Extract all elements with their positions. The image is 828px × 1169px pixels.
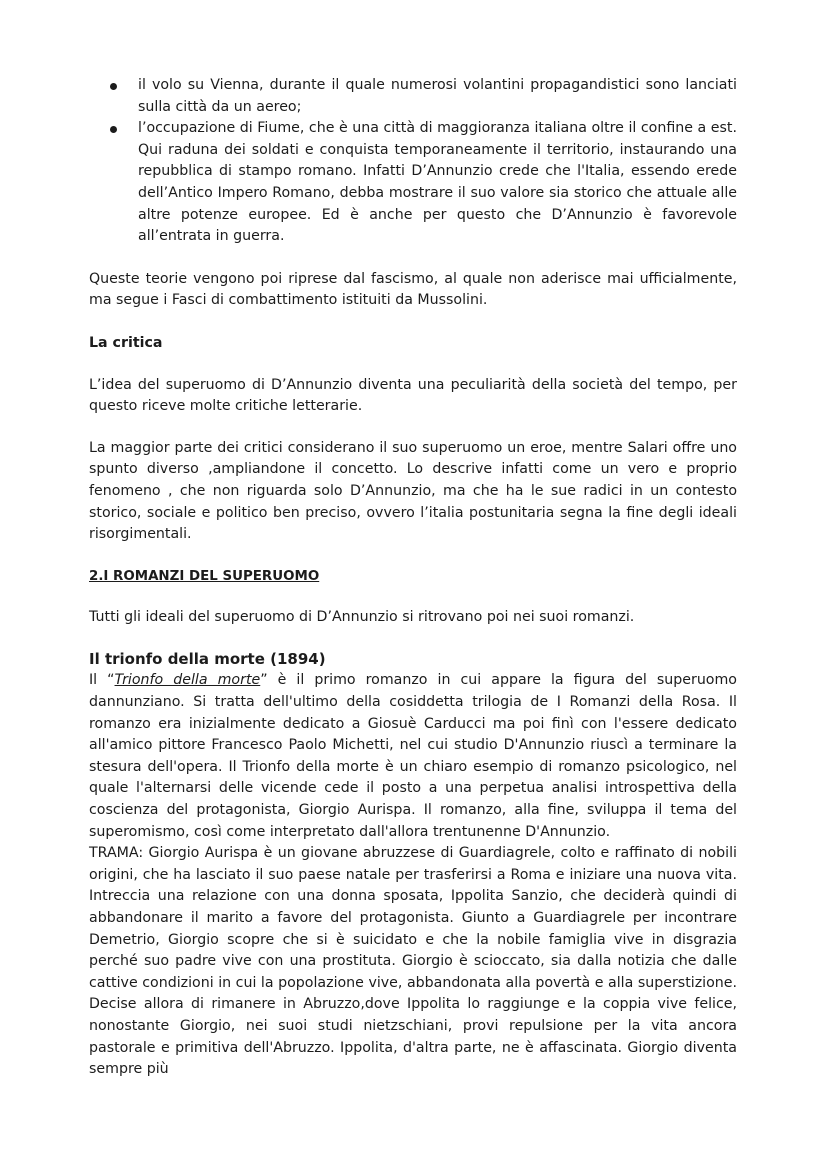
trionfo-link[interactable]: Trionfo della morte (114, 672, 261, 689)
bullet-list (89, 75, 737, 248)
trionfo-rest: ” è il primo romanzo in cui appare la figura del superuomo dannunziano. Si tratta dell'ultimo della cosiddetta trilogia de I Romanzi della Rosa. Il romanzo era inizialmente dedicato a Giosuè Carducci ma poi finì con l'essere dedicato all'amico pittore Francesco Paolo Michetti, nel cui studio D'Annunzio riuscì a terminare la stesura dell'opera. Il Trionfo della morte è un chiaro esempio di romanzo psicologico, nel quale l'alternarsi delle vicende cede il posto a una perpetua analisi introspettiva della coscienza del protagonista, Giorgio Aurispa. Il romanzo, alla fine, sviluppa il tema del superomismo, così come interpretato dall'allora trentunenne D'Annunzio. (89, 672, 737, 840)
paragraph-trama: TRAMA: Giorgio Aurispa è un giovane abruzzese di Guardiagrele, colto e raffinato di nobili origini, che ha lasciato il suo paese natale per trasferirsi a Roma e iniziare una nuova vita. Intreccia una relazione con una donna sposata, Ippolita Sanzio, che deciderà quindi di abbandonare il marito a favore del protagonista. Giunto a Guardiagrele per incontrare Demetrio, Giorgio scopre che si è suicidato e che la nobile famiglia vive in disgrazia perché suo padre vive con una prostituta. Giorgio è scioccato, sia dalla notizia che dalle cattive condizioni in cui la popolazione vive, abbandonata alla povertà e alla superstizione. Decise allora di rimanere in Abruzzo,dove Ippolita lo raggiunge e la coppia vive felice, nonostante Giorgio, nei suoi studi nietzschiani, provi repulsione per la vita ancora pastorale e primitiva dell'Abruzzo. Ippolita, d'altra parte, ne è affascinata. Giorgio diventa sempre più (89, 845, 737, 1078)
paragraph-fascismo: Queste teorie vengono poi riprese dal fascismo, al quale non aderisce mai ufficialmente, ma segue i Fasci di combattimento istituiti da Mussolini. (89, 270, 737, 309)
document-page (89, 75, 737, 1081)
bullet-icon (110, 83, 117, 90)
bullet-item (89, 118, 737, 248)
bullet-icon (110, 126, 117, 133)
paragraph-critica-2: La maggior parte dei critici considerano il suo superuomo un eroe, mentre Salari offre uno spunto diverso ,ampliandone il concetto. Lo descrive infatti come un vero e proprio fenomeno , che non riguarda solo D’Annunzio, ma che ha le sue radici in un contesto storico, sociale e politico ben preciso, ovvero l’italia postunitaria segna la fine degli ideali risorgimentali. (89, 439, 737, 543)
section-title: 2.I ROMANZI DEL SUPERUOMO (89, 568, 320, 584)
heading-critica: La critica (89, 334, 163, 351)
bullet-text: il volo su Vienna, durante il quale numerosi volantini propagandistici sono lanciati sulla città da un aereo; (138, 77, 737, 115)
bullet-text: l’occupazione di Fiume, che è una città di maggioranza italiana oltre il confine a est. Qui raduna dei soldati e conquista temporaneamente il territorio, instaurando una repubblica di stampo romano. Infatti D’Annunzio crede che l'Italia, essendo erede dell’Antico Impero Romano, debba mostrare il suo valore sia storico che attuale alle altre potenze europee. Ed è anche per questo che D’Annunzio è favorevole all’entrata in guerra. (138, 120, 737, 245)
bullet-item (89, 75, 737, 118)
heading-trionfo: Il trionfo della morte (1894) (89, 649, 326, 668)
paragraph-romanzi: Tutti gli ideali del superuomo di D’Annunzio si ritrovano poi nei suoi romanzi. (89, 609, 635, 626)
paragraph-critica-1: L’idea del superuomo di D’Annunzio diventa una peculiarità della società del tempo, per questo riceve molte critiche letterarie. (89, 376, 737, 415)
paragraph-trionfo (89, 670, 737, 843)
trionfo-prefix: Il “ (89, 672, 115, 689)
